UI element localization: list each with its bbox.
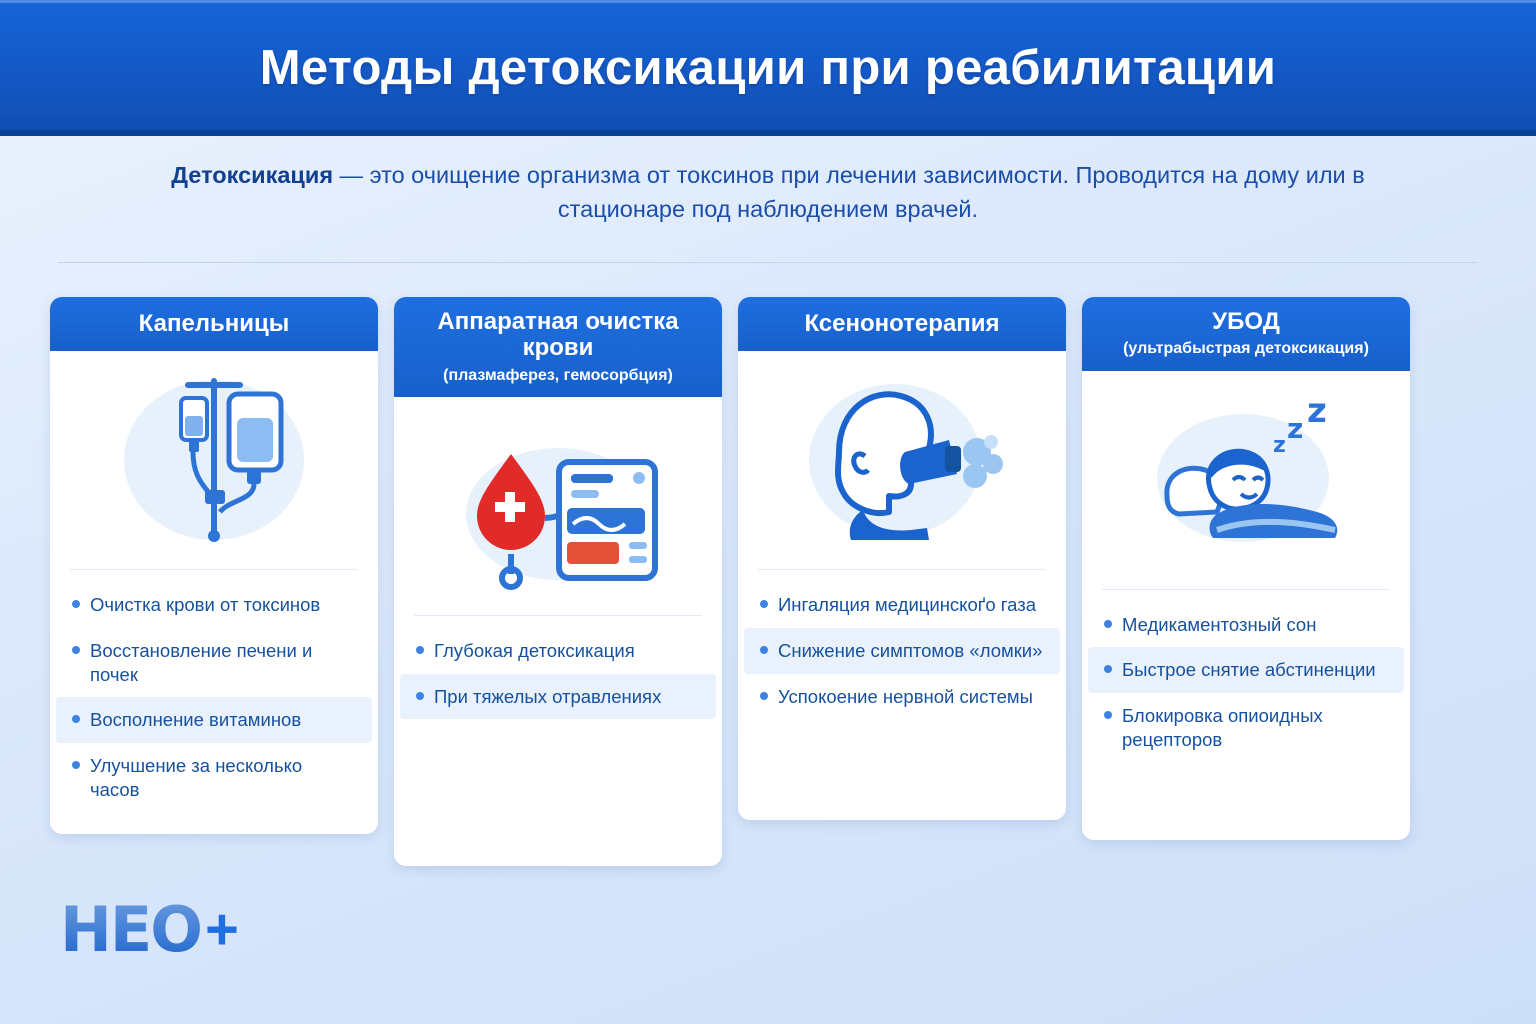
- svg-text:z: z: [1307, 390, 1327, 431]
- card-bullets: [738, 570, 1066, 820]
- list-item: Улучшение за несколько часов: [56, 743, 372, 812]
- list-item: Ингаляция медицинскоґо газа: [744, 582, 1060, 628]
- list-item: Быстрое снятие абстиненции: [1088, 647, 1404, 693]
- intro-text: [128, 158, 1408, 226]
- list-item: При тяжелых отравлениях: [400, 674, 716, 720]
- card-subtitle: (плазмаферез, гемосорбция): [443, 366, 673, 384]
- card-xenon-therapy[interactable]: [738, 297, 1066, 820]
- card-bullets: [394, 616, 722, 866]
- method-cards: [50, 297, 1486, 866]
- list-item: Глубокая детоксикация: [400, 628, 716, 674]
- card-bullets: [50, 570, 378, 834]
- card-title: УБОД: [1212, 308, 1280, 335]
- card-drip[interactable]: [50, 297, 378, 834]
- card-bullets: [1082, 590, 1410, 840]
- card-title: Капельницы: [138, 310, 290, 337]
- logo-plus-icon: +: [204, 897, 239, 962]
- list-item: Медикаментозный сон: [1088, 602, 1404, 648]
- card-title: Ксенонотерапия: [804, 310, 1000, 337]
- intro-lead: Детоксикация: [171, 162, 334, 188]
- intro-body: — это очищение организма от токсинов при лечении зависимости. Проводится на дому или в стационаре под наблюдением врачей.: [333, 162, 1365, 223]
- iv-drip-icon: [50, 351, 378, 569]
- page-title: Методы детоксикации при реабилитации: [259, 41, 1277, 95]
- svg-text:z: z: [1273, 432, 1286, 458]
- card-header: [394, 297, 722, 397]
- card-header: [738, 297, 1066, 351]
- list-item: Восстановление печени и почек: [56, 628, 372, 697]
- card-header: [1082, 297, 1410, 371]
- list-item: Блокировка опиоидных рецепторов: [1088, 693, 1404, 762]
- page-header: [0, 0, 1536, 136]
- section-divider: [58, 262, 1478, 263]
- list-item: Восполнение витаминов: [56, 697, 372, 743]
- card-subtitle: (ультрабыстрая детоксикация): [1123, 340, 1369, 358]
- list-item: Очистка крови от токсинов: [56, 582, 372, 628]
- list-item: Успокоение нервной системы: [744, 674, 1060, 720]
- card-ubod[interactable]: [1082, 297, 1410, 840]
- card-header: [50, 297, 378, 351]
- blood-purification-icon: [394, 397, 722, 615]
- inhalation-mask-icon: [738, 351, 1066, 569]
- card-title: Аппаратная очистка крови: [437, 308, 679, 362]
- logo-text: HEO: [60, 893, 201, 966]
- svg-text:z: z: [1287, 411, 1304, 445]
- brand-logo: [60, 893, 239, 966]
- list-item: Снижение симптомов «ломки»: [744, 628, 1060, 674]
- card-blood-purification[interactable]: [394, 297, 722, 866]
- sleeping-patient-icon: [1082, 371, 1410, 589]
